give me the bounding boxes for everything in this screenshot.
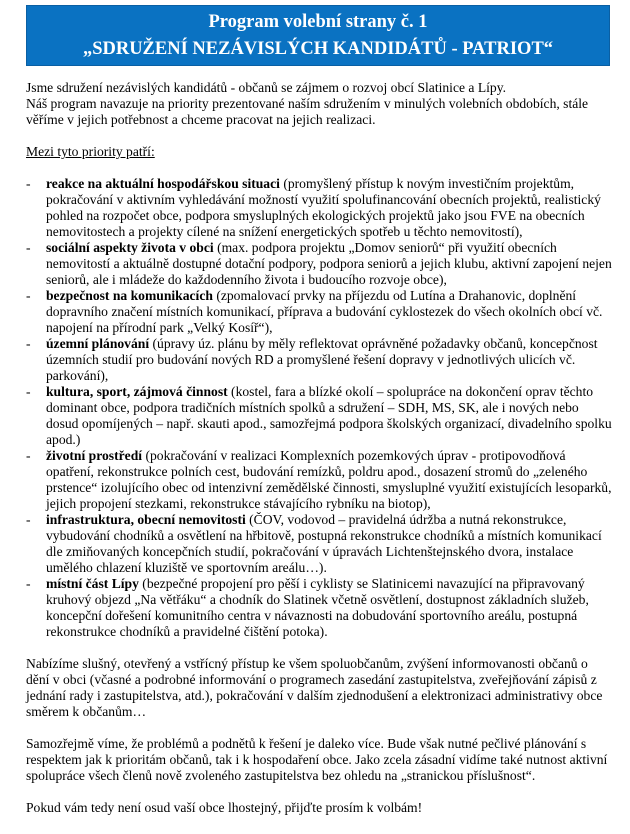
priority-title: bezpečnost na komunikacích <box>46 288 213 303</box>
priority-title: reakce na aktuální hospodářskou situaci <box>46 176 280 191</box>
priority-text: (úpravy úz. plánu by měly reflektovat oprávněné požadavky občanů, koncepčnost územních studií pro budování nových RD a promyšlené řešení dopravy v jednotlivých ulicích vč. parkování), <box>46 336 598 383</box>
priority-title: místní část Lípy <box>46 576 139 591</box>
priority-text: (kostel, fara a blízké okolí – spolupráce na dokončení oprav těchto dominant obce, podpora tradičních místních spolků a sdružení – SDH, MS, SK, ale i nových nebo dosud opomíjených – např. skauti apod., samozřejmá podpora školských organizací, divadelního spolku apod.) <box>46 384 612 447</box>
priority-text: (ČOV, vodovod – pravidelná údržba a nutná rekonstrukce, vybudování chodníků a osvětlení na hřbitově, postupná rekonstrukce chodníků a místních komunikací dle zmiňovaných koncepčních studií, pokračování v úpravách Lichtenštejnského dvora, instalace umělého chlazení kluziště ve sportovním areálu…). <box>46 512 602 575</box>
intro-line-2: Náš program navazuje na priority prezentované naším sdružením v minulých volebních obdobích, stále věříme v jejich potřebnost a chceme pracovat na jejich realizaci. <box>26 96 589 127</box>
intro-line-1: Jsme sdružení nezávislých kandidátů - občanů se zájmem o rozvoj obcí Slatinice a Lípy. <box>26 80 507 95</box>
priority-item <box>26 240 612 288</box>
bullet-dash: - <box>26 336 31 351</box>
priority-title: sociální aspekty života v obci <box>46 240 214 255</box>
priority-item <box>26 512 612 576</box>
priority-item <box>26 176 612 240</box>
priority-item <box>26 384 612 448</box>
header-subtitle: „SDRUŽENÍ NEZÁVISLÝCH KANDIDÁTŮ - PATRIOT“ <box>82 39 554 59</box>
bullet-dash: - <box>26 448 31 463</box>
priority-text: (pokračování v realizaci Komplexních pozemkových úprav - protipovodňová opatření, rekonstrukce polních cest, budování remízků, poldru apod., dosazení stromů do „zeleného prstence“ izolujícího obec od intenzivní zemědělské činnosti, smysluplné využití existujících lesoparků, jejich propojení stezkami, rekonstrukce stávajícího rybníku na biotop), <box>46 448 612 511</box>
bullet-dash: - <box>26 288 31 303</box>
priorities-list <box>26 176 612 640</box>
bullet-dash: - <box>26 512 31 527</box>
closing-call-to-vote: Pokud vám tedy není osud vaší obce lhostejný, přijďte prosím k volbám! <box>26 800 423 815</box>
priority-item <box>26 448 612 512</box>
intro-section <box>26 80 612 128</box>
priority-title: infrastruktura, obecní nemovitosti <box>46 512 246 527</box>
closing-paragraph-2: Samozřejmě víme, že problémů a podnětů k řešení je daleko více. Bude však nutné pečlivé plánování s respektem jak k prioritám občanů, tak i k hospodaření obce. Jako zcela zásadní vidíme také nutnost aktivní spolupráce všech členů nově zvoleného zastupitelstva bez ohledu na „stranickou příslušnost“. <box>26 736 608 783</box>
priority-text: (promyšlený přístup k novým investičním projektům, pokračování v aktivním vyhledávání možností využití spolufinancování obecních projektů, realistický pohled na rozpočet obce, podpora smysluplných ekologických projektů jako jsou FVE na obecních nemovitostech a projekty cílené na snížení energetických spotřeb u těchto nemovitostí), <box>46 176 601 239</box>
priority-item <box>26 288 612 336</box>
program-content <box>26 80 612 832</box>
priorities-lead: Mezi tyto priority patří: <box>26 144 155 159</box>
priority-text: (zpomalovací prvky na příjezdu od Lutína a Drahanovic, doplnění dopravního značení místních komunikací, příprava a budování cyklostezek do všech okolních obcí vč. napojení na přírodní park „Velký Kosíř“), <box>46 288 603 335</box>
priority-item <box>26 336 612 384</box>
header-title: Program volební strany č. 1 <box>208 12 428 32</box>
priority-title: kultura, sport, zájmová činnost <box>46 384 228 399</box>
bullet-dash: - <box>26 384 31 399</box>
priority-text: (bezpečné propojení pro pěší i cyklisty se Slatinicemi navazující na připravovaný kruhový objezd „Na větřáku“ a chodník do Slatinek včetně osvětlení, dostupnost základních služeb, koncepční dořešení komunitního centra v návaznosti na dobudování sportovního areálu, postupná rekonstrukce chodníků a pravidelné čištění potoka). <box>46 576 589 639</box>
closing-paragraph-1: Nabízíme slušný, otevřený a vstřícný přístup ke všem spoluobčanům, zvýšení informovanosti občanů o dění v obci (včasné a podrobné informování o programech zasedání zastupitelstva, zveřejňování zápisů z jednání rady i zastupitelstva, atd.), pokračování v dalším zjednodušení a elektronizaci administrativy obce směrem k občanům… <box>26 656 603 719</box>
priority-item <box>26 576 612 640</box>
priority-text: (max. podpora projektu „Domov seniorů“ při využití obecních nemovitostí a aktuálně dostupné dotační podpory, podpora seniorů a jejich klubu, aktivní zapojení nejen seniorů, ale i mládeže do každodenního života i budoucího rozvoje obce), <box>46 240 612 287</box>
bullet-dash: - <box>26 240 31 255</box>
priority-title: územní plánování <box>46 336 150 351</box>
priority-title: životní prostředí <box>46 448 143 463</box>
bullet-dash: - <box>26 576 31 591</box>
program-header <box>26 5 610 66</box>
bullet-dash: - <box>26 176 31 191</box>
